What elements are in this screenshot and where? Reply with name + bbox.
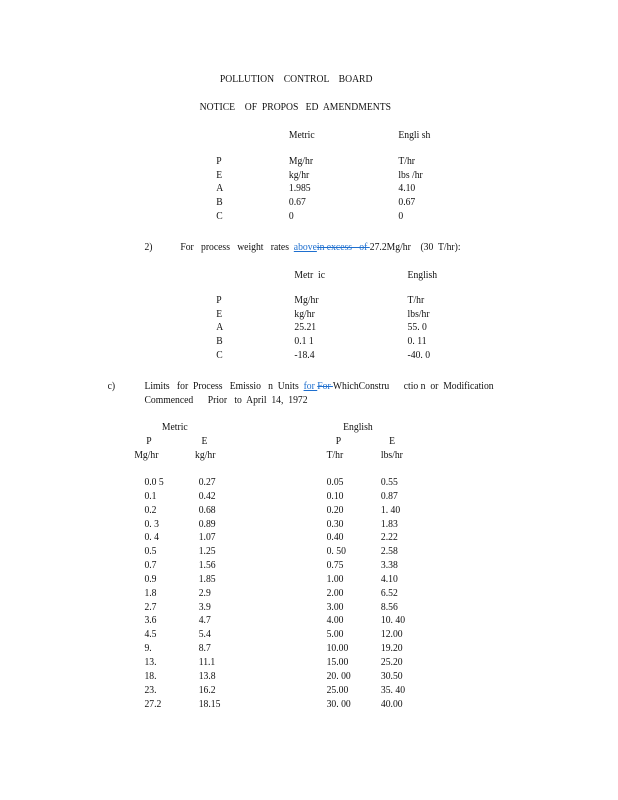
table3-cell: 11.1 — [198, 656, 216, 668]
item2-text — [180, 241, 460, 254]
table3-cell: 18. — [144, 670, 157, 682]
table3-cell: 30. 00 — [326, 698, 351, 710]
table3-cell: 25.00 — [326, 684, 349, 696]
table3-cell: 0.40 — [326, 532, 344, 544]
table3-header-english-p: P — [335, 436, 342, 447]
table3-cell: 25.20 — [380, 656, 403, 668]
table1-english-value: T/hr — [398, 156, 415, 167]
table3-cell: 13. — [144, 656, 157, 668]
table2-label: E — [216, 308, 223, 320]
table3-col-english-e — [381, 476, 405, 711]
table3-cell: 0. 3 — [144, 518, 159, 530]
table1-labels — [216, 155, 223, 223]
table1-metric-value: 0 — [288, 210, 294, 222]
table3-cell: 27.2 — [144, 698, 162, 710]
table3-cell: 0.27 — [198, 477, 216, 488]
table3-unit-metric-e: kg/hr — [195, 450, 216, 461]
section-c-line1-before: Limits for Process Emissio n Units — [144, 381, 304, 392]
table2-english-value: -40. 0 — [407, 349, 431, 361]
table3-header-metric-p: P — [146, 436, 152, 447]
table2-label: B — [216, 336, 223, 348]
table2-metric-value: Mg/hr — [294, 295, 319, 306]
table3-cell: 0.2 — [144, 504, 157, 516]
table3-cell: 0. 4 — [144, 532, 159, 544]
table3-cell: 40.00 — [380, 698, 403, 710]
table3-cell: 10.00 — [326, 643, 349, 655]
table3-cell: 0.10 — [326, 490, 344, 502]
table3-cell: 2.9 — [198, 587, 211, 599]
table3-cell: 2.58 — [380, 546, 398, 558]
table2-english-value: lbs/hr — [407, 308, 430, 320]
table3-cell: 9. — [144, 643, 152, 655]
table3-unit-metric-p: Mg/hr — [134, 450, 159, 461]
table2-english-header: English — [407, 270, 438, 281]
table3-cell: 0.0 5 — [144, 477, 164, 488]
table1-label: E — [216, 169, 223, 181]
table3-cell: 3.38 — [380, 560, 398, 572]
table3-cell: 0.5 — [144, 546, 157, 558]
table3-cell: 18.15 — [198, 698, 221, 710]
table3-cell: 2.00 — [326, 587, 344, 599]
section-c-line1 — [144, 380, 493, 393]
table3-cell: 0.55 — [380, 477, 398, 488]
table3-cell: 8.56 — [380, 601, 398, 613]
table3-cell: 5.00 — [326, 629, 344, 641]
table1-metric-value: 0.67 — [288, 197, 306, 209]
table3-cell: 12.00 — [380, 629, 403, 641]
board-title: POLLUTION CONTROL BOARD — [219, 74, 373, 85]
deleted-text: in excess of — [316, 242, 370, 253]
table3-cell: 0.68 — [198, 504, 216, 516]
table1-metric-values — [289, 155, 313, 223]
table3-cell: 10. 40 — [380, 615, 406, 627]
table3-cell: 0.30 — [326, 518, 344, 530]
table3-cell: 4.5 — [144, 629, 157, 641]
table1-english-value: lbs /hr — [398, 169, 423, 181]
table3-cell: 0.89 — [198, 518, 216, 530]
table3-col-metric-e — [199, 476, 221, 711]
table2-metric-value: -18.4 — [294, 349, 315, 361]
inserted-text: above — [293, 242, 317, 253]
table1-english-value: 0 — [398, 210, 404, 222]
table3-col-metric-p — [144, 476, 163, 711]
table3-cell: 3.9 — [198, 601, 211, 613]
table3-cell: 35. 40 — [380, 684, 406, 696]
notice-title: NOTICE OF PROPOS ED AMENDMENTS — [199, 102, 391, 113]
table3-cell: 0.1 — [144, 490, 157, 502]
table2-metric-value: kg/hr — [294, 308, 315, 320]
table1-english-value: 4.10 — [398, 183, 416, 195]
table1-metric-header: Metric — [288, 130, 315, 141]
table3-cell: 2.7 — [144, 601, 157, 613]
table3-english-group: English — [343, 422, 373, 433]
table1-metric-value: kg/hr — [288, 169, 310, 181]
table2-metric-header: Metr ic — [294, 270, 325, 281]
table3-cell: 1.07 — [198, 532, 216, 544]
table3-metric-group: Metric — [161, 422, 188, 433]
table1-metric-value: 1.985 — [288, 183, 311, 195]
table1-english-value: 0.67 — [398, 197, 416, 209]
table3-cell: 19.20 — [380, 643, 403, 655]
deleted-text: For — [317, 381, 333, 392]
table3-cell: 0. 50 — [326, 546, 346, 558]
table3-cell: 23. — [144, 684, 157, 696]
table1-label: P — [216, 156, 222, 167]
table3-cell: 1.85 — [198, 573, 216, 585]
table3-cell: 1.56 — [198, 560, 216, 572]
table3-cell: 6.52 — [380, 587, 398, 599]
table3-cell: 4.10 — [380, 573, 398, 585]
table3-cell: 15.00 — [326, 656, 349, 668]
table2-english-value: T/hr — [407, 295, 425, 306]
item2-number: 2) — [144, 242, 153, 253]
section-c-line2: Commenced Prior to April 14, 1972 — [144, 395, 308, 406]
table3-cell: 8.7 — [198, 643, 211, 655]
table1-label: C — [216, 210, 223, 222]
table3-cell: 0.75 — [326, 560, 344, 572]
table2-english-value: 55. 0 — [407, 322, 427, 334]
table2-english-value: 0. 11 — [407, 336, 427, 348]
table2-labels — [216, 294, 223, 362]
table3-cell: 30.50 — [380, 670, 403, 682]
table2-english-values — [408, 294, 431, 362]
table3-cell: 1.8 — [144, 587, 157, 599]
table3-cell: 0.20 — [326, 504, 344, 516]
table3-cell: 2.22 — [380, 532, 398, 544]
table2-metric-value: 25.21 — [294, 322, 317, 334]
table3-cell: 4.7 — [198, 615, 211, 627]
item2-text-after: 27.2Mg/hr (30 T/hr): — [369, 242, 461, 253]
table2-metric-values — [294, 294, 318, 362]
table3-cell: 3.00 — [326, 601, 344, 613]
table2-label: C — [216, 349, 223, 361]
table3-unit-english-p: T/hr — [326, 450, 344, 461]
table3-cell: 1. 40 — [380, 504, 401, 516]
table3-col-english-p — [327, 476, 351, 711]
table1-english-values — [398, 155, 422, 223]
table3-cell: 0.87 — [380, 490, 398, 502]
table3-cell: 13.8 — [198, 670, 216, 682]
section-c-line1-after: WhichConstru ctio n or Modification — [332, 381, 494, 392]
table3-cell: 0.7 — [144, 560, 157, 572]
table3-unit-english-e: lbs/hr — [380, 450, 403, 461]
table3-cell: 20. 00 — [326, 670, 351, 682]
table3-cell: 1.83 — [380, 518, 398, 530]
table3-cell: 1.25 — [198, 546, 216, 558]
table3-cell: 1.00 — [326, 573, 344, 585]
table3-cell: 0.42 — [198, 490, 216, 502]
table1-english-header: Engli sh — [398, 130, 431, 141]
table3-cell: 0.05 — [326, 477, 344, 488]
table3-cell: 16.2 — [198, 684, 216, 696]
table2-label: P — [216, 295, 222, 306]
inserted-text: for — [303, 381, 318, 392]
table2-metric-value: 0.1 1 — [294, 336, 314, 348]
table1-label: B — [216, 197, 223, 209]
table3-cell: 3.6 — [144, 615, 157, 627]
table1-label: A — [216, 183, 224, 195]
table3-header-metric-e: E — [201, 436, 208, 447]
table3-cell: 0.9 — [144, 573, 157, 585]
table3-cell: 5.4 — [198, 629, 211, 641]
table1-metric-value: Mg/hr — [288, 156, 314, 167]
section-c-marker: c) — [107, 381, 116, 392]
table3-cell: 4.00 — [326, 615, 344, 627]
table3-header-english-e: E — [389, 436, 396, 447]
table2-label: A — [216, 322, 224, 334]
item2-text-before: For process weight rates — [180, 242, 294, 253]
